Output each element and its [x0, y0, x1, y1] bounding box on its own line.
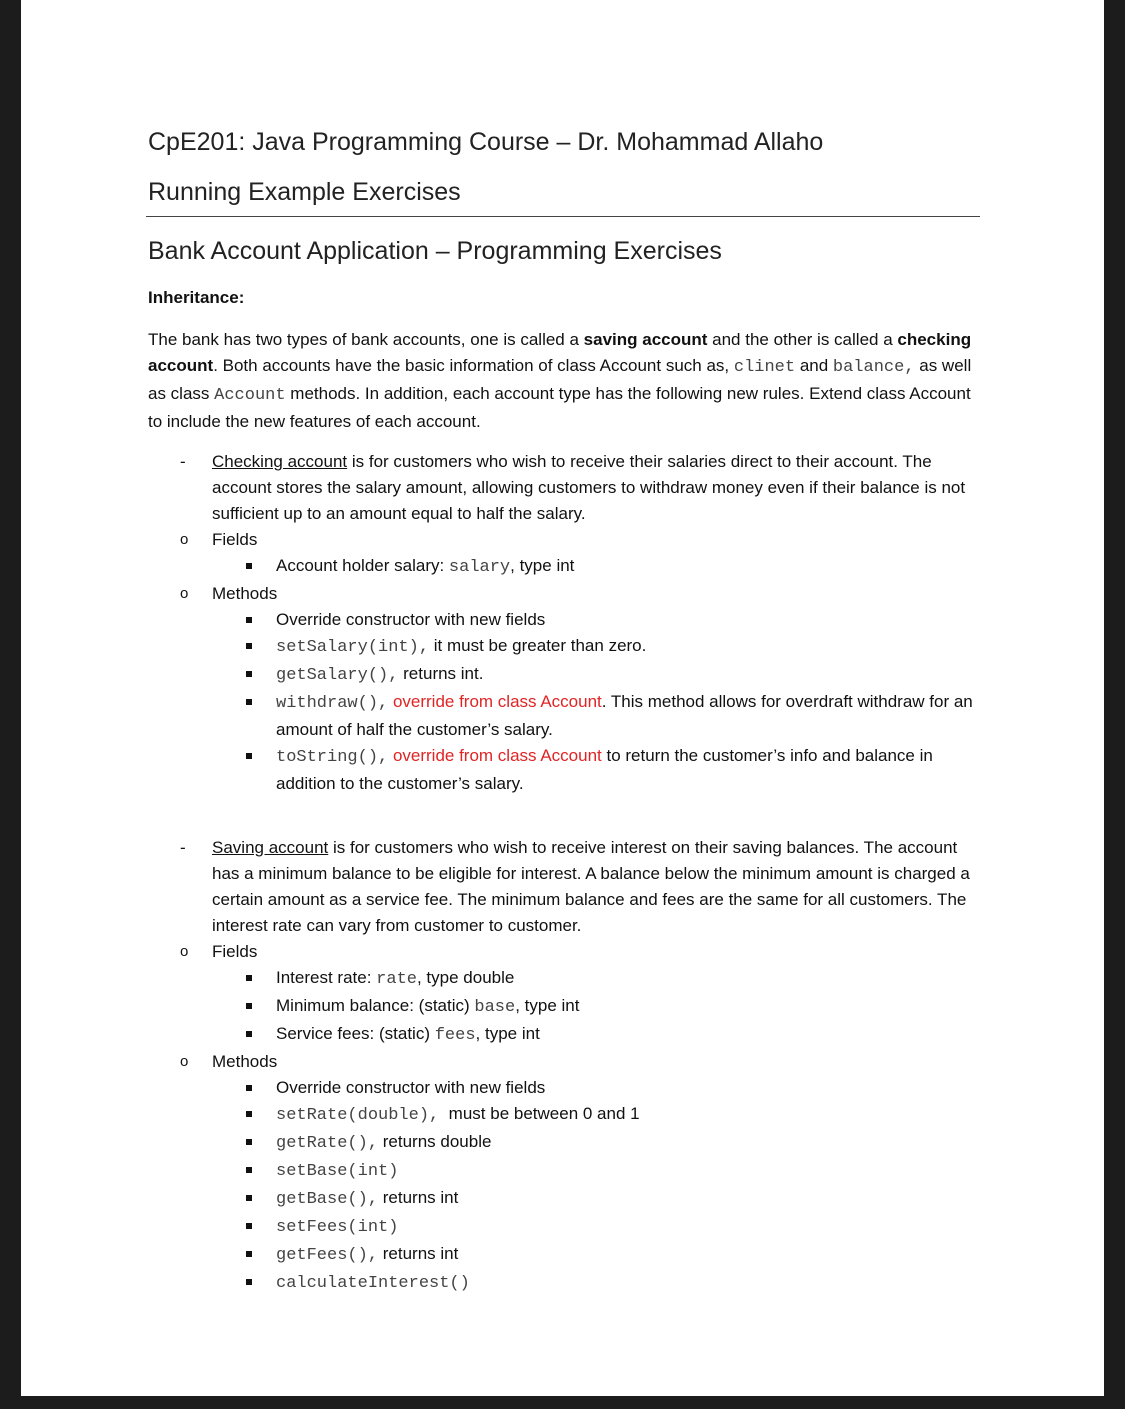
- checking-method-item: [212, 607, 980, 633]
- method-code: getRate(),: [276, 1134, 379, 1153]
- square-bullet: [246, 1031, 252, 1037]
- intro-text: and: [795, 356, 833, 375]
- fields-label: Fields: [212, 942, 258, 961]
- section-title: Inheritance:: [148, 288, 245, 307]
- intro-text: The bank has two types of bank accounts, one is called a: [148, 330, 584, 349]
- dash-bullet: -: [180, 452, 186, 471]
- method-text: Override constructor with new fields: [276, 610, 546, 629]
- checking-method-item: [212, 689, 980, 743]
- saving-method-item: [212, 1269, 980, 1297]
- field-code: base: [474, 998, 516, 1017]
- field-code: rate: [376, 970, 417, 989]
- circle-bullet: o: [180, 1053, 189, 1070]
- methods-label: Methods: [212, 584, 278, 603]
- method-code: calculateInterest(): [276, 1274, 470, 1293]
- saving-method-item: [212, 1075, 980, 1101]
- intro-paragraph: [148, 327, 980, 435]
- method-text: to return the customer’s info and balance in addition to the customer’s salary.: [276, 746, 933, 793]
- square-bullet: [246, 1139, 252, 1145]
- square-bullet: [246, 1111, 252, 1117]
- spacer: [148, 797, 980, 823]
- intro-text: and the other is called a: [707, 330, 898, 349]
- square-bullet: [246, 1195, 252, 1201]
- header-divider: [146, 216, 980, 217]
- saving-field-item: [212, 1021, 980, 1049]
- saving-method-item: [212, 1129, 980, 1157]
- saving-method-item: [212, 1213, 980, 1241]
- saving-description: [212, 835, 980, 939]
- saving-fields: [148, 939, 980, 965]
- methods-label: Methods: [212, 1052, 278, 1071]
- saving-desc-text: is for customers who wish to receive interest on their saving balances. The account has a minimum balance to be eligible for interest. A balance below the minimum amount is charged a certain amount as a service fee. The minimum balance and fees are the same for all customers. The interest rate can vary from customer to customer.: [212, 838, 970, 935]
- method-code: toString(),: [276, 748, 389, 767]
- field-code: salary: [448, 558, 511, 577]
- exercise-heading: Bank Account Application – Programming Exercises: [148, 237, 722, 265]
- field-text: Service fees: (static): [276, 1024, 435, 1043]
- checking-method-item: [212, 661, 980, 689]
- checking-field-item: [212, 553, 980, 581]
- override-note: override from class Account: [388, 692, 602, 711]
- method-code: setRate(double),: [276, 1106, 440, 1125]
- saving-method-item: [212, 1241, 980, 1269]
- intro-code-account: Account: [214, 386, 286, 405]
- square-bullet: [246, 699, 252, 705]
- square-bullet: [246, 1223, 252, 1229]
- method-text: Override constructor with new fields: [276, 1078, 546, 1097]
- method-text: returns int: [378, 1244, 459, 1263]
- method-code: getSalary(),: [276, 666, 399, 685]
- checking-method-item: [212, 743, 980, 797]
- method-code: setFees(int): [276, 1218, 399, 1237]
- field-type: , type int: [475, 1024, 540, 1043]
- field-type: , type int: [515, 996, 580, 1015]
- checking-method-item: [212, 633, 980, 661]
- square-bullet: [246, 643, 252, 649]
- square-bullet: [246, 1251, 252, 1257]
- saving-method-item: [212, 1157, 980, 1185]
- saving-account-section: [148, 835, 980, 1297]
- field-type: , type int: [510, 556, 575, 575]
- document-content: [148, 124, 980, 1297]
- method-code: setSalary(int),: [276, 638, 430, 657]
- course-title: CpE201: Java Programming Course – Dr. Mohammad Allaho: [148, 128, 824, 156]
- square-bullet: [246, 1167, 252, 1173]
- square-bullet: [246, 671, 252, 677]
- circle-bullet: o: [180, 531, 189, 548]
- checking-methods: [148, 581, 980, 607]
- intro-code-balance: balance,: [832, 358, 915, 377]
- saving-field-item: [212, 993, 980, 1021]
- method-text: returns int.: [398, 664, 484, 683]
- checking-account-section: [148, 449, 980, 797]
- saving-methods: [148, 1049, 980, 1075]
- page-subtitle: Running Example Exercises: [148, 178, 461, 206]
- method-text: . This method allows for overdraft withdraw for an amount of half the customer’s salary.: [276, 692, 973, 739]
- saving-method-item: [212, 1101, 980, 1129]
- square-bullet: [246, 1279, 252, 1285]
- saving-field-item: [212, 965, 980, 993]
- override-note: override from class Account: [388, 746, 602, 765]
- intro-bold-checking: checking account: [148, 330, 972, 375]
- method-text: returns double: [378, 1132, 492, 1151]
- field-text: Minimum balance: (static): [276, 996, 475, 1015]
- circle-bullet: o: [180, 943, 189, 960]
- method-code: withdraw(),: [276, 694, 389, 713]
- square-bullet: [246, 1085, 252, 1091]
- method-text: it must be greater than zero.: [429, 636, 647, 655]
- square-bullet: [246, 753, 252, 759]
- checking-desc-text: is for customers who wish to receive their salaries direct to their account. The account stores the salary amount, allowing customers to withdraw money even if their balance is not sufficient up to an amount equal to half the salary.: [212, 452, 966, 523]
- field-type: , type double: [416, 968, 515, 987]
- intro-text: methods. In addition, each account type has the following new rules. Extend class Account to include the new features of each account.: [148, 384, 971, 431]
- square-bullet: [246, 563, 252, 569]
- fields-label: Fields: [212, 530, 258, 549]
- square-bullet: [246, 617, 252, 623]
- intro-text: . Both accounts have the basic information of class Account such as,: [213, 356, 734, 375]
- method-text: must be between 0 and 1: [439, 1104, 640, 1123]
- field-text: Interest rate:: [276, 968, 377, 987]
- dash-bullet: -: [180, 838, 186, 857]
- checking-description: [212, 449, 980, 527]
- intro-text: as well as class: [148, 356, 972, 403]
- square-bullet: [246, 975, 252, 981]
- saving-account-term: Saving account: [212, 838, 329, 857]
- method-code: setBase(int): [276, 1162, 399, 1181]
- intro-bold-saving: saving account: [583, 330, 708, 349]
- field-text: Account holder salary:: [276, 556, 449, 575]
- square-bullet: [246, 1003, 252, 1009]
- checking-fields: [148, 527, 980, 553]
- checking-account-term: Checking account: [212, 452, 348, 471]
- intro-code-clinet: clinet: [733, 358, 796, 377]
- field-code: fees: [434, 1026, 476, 1045]
- document-page: [21, 0, 1104, 1396]
- method-code: getFees(),: [276, 1246, 379, 1265]
- saving-method-item: [212, 1185, 980, 1213]
- method-code: getBase(),: [276, 1190, 379, 1209]
- method-text: returns int: [378, 1188, 459, 1207]
- circle-bullet: o: [180, 585, 189, 602]
